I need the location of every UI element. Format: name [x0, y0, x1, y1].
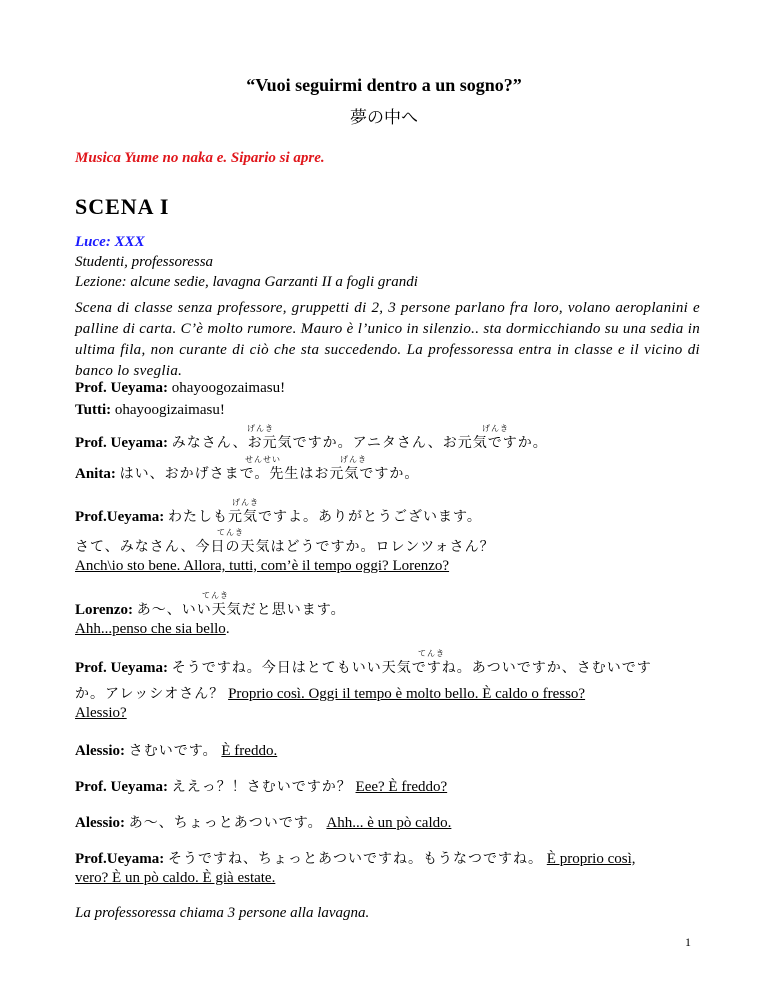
- translation-text: È proprio così,: [546, 851, 636, 867]
- dialogue-line: [75, 432, 700, 452]
- furigana: てんき: [217, 528, 244, 537]
- speaker: Prof. Ueyama:: [75, 660, 169, 676]
- dialogue-line: [75, 776, 700, 796]
- dialogue-text-japanese: さむいです。: [128, 743, 218, 759]
- dialogue-line: [75, 380, 700, 397]
- scene-heading: SCENA I: [75, 194, 170, 219]
- speaker: Prof.Ueyama:: [75, 509, 165, 525]
- furigana: げんき: [247, 424, 274, 433]
- furigana: てんき: [418, 649, 445, 658]
- speaker: Alessio:: [75, 743, 125, 759]
- dialogue-text-japanese: あ～、いい天気だと思います。: [136, 602, 346, 618]
- translation-line: Alessio?: [75, 705, 127, 721]
- furigana: げんき: [340, 455, 367, 464]
- furigana: げんき: [482, 424, 509, 433]
- dialogue-line: [75, 657, 700, 677]
- speaker: Prof.Ueyama:: [75, 851, 165, 867]
- dialogue-text: ohayoogizaimasu!: [114, 402, 225, 418]
- stage-direction-opening: Scena di classe senza professore, gruppetti di 2, 3 persone parlano fra loro, volano aeroplanini e palline di carta. C’è molto rumore. Mauro è l’unico in silenzio.. sta dormicchiando su una sedia in ultima fila, non curante di ciò che sta succedendo. La professoressa entra in classe e il vicino di banco lo sveglia.: [75, 300, 700, 379]
- dialogue-line: [75, 463, 700, 483]
- translation-text: Ahh...penso che sia bello: [75, 621, 226, 637]
- lesson-props: Lezione: alcune sedie, lavagna Garzanti II a fogli grandi: [75, 274, 418, 290]
- lighting-cue: Luce: XXX: [75, 234, 145, 250]
- page-number: 1: [685, 935, 691, 949]
- scene-info: [75, 232, 700, 292]
- speaker: Anita:: [75, 466, 116, 482]
- dialogue-text-japanese: さて、みなさん、今日の天気はどうですか。ロレンツォさん？: [75, 539, 495, 555]
- speaker: Tutti:: [75, 402, 112, 418]
- furigana: せんせい: [245, 455, 281, 464]
- dialogue-line-continued: [75, 683, 700, 703]
- cast-list: Studenti, professoressa: [75, 254, 214, 270]
- stage-direction: La professoressa chiama 3 persone alla lavagna.: [75, 905, 370, 921]
- dialogue-text-japanese: ええっ？！さむいですか？: [171, 779, 352, 795]
- translation-line: vero? È un pò caldo. È già estate.: [75, 870, 276, 886]
- dialogue-line: [75, 599, 700, 619]
- speaker: Prof. Ueyama:: [75, 779, 169, 795]
- dialogue-line: [75, 812, 700, 832]
- dialogue-text-japanese: そうですね。今日はとてもいい天気ですね。あついですか、さむいです: [171, 660, 652, 676]
- music-cue: Musica Yume no naka e. Sipario si apre.: [75, 150, 325, 166]
- dialogue-text-japanese: あ～、ちょっとあついです。: [128, 815, 323, 831]
- furigana: てんき: [202, 591, 229, 600]
- translation-line: Anch\io sto bene. Allora, tutti, com’è il tempo oggi? Lorenzo?: [75, 558, 450, 574]
- translation-text: Eee? È freddo?: [355, 779, 448, 795]
- play-subtitle-japanese: 夢の中へ: [350, 108, 418, 128]
- dialogue-text-japanese: そうですね、ちょっとあついですね。もうなつですね。: [168, 851, 544, 867]
- translation-text: È freddo.: [221, 743, 278, 759]
- dialogue-line: [75, 848, 700, 868]
- dialogue-text-japanese: みなさん、お元気ですか。アニタさん、お元気ですか。: [171, 435, 548, 451]
- dialogue-text-japanese: か。アレッシオさん？: [75, 686, 225, 702]
- speaker: Prof. Ueyama:: [75, 380, 169, 396]
- translation-line: Ahh...penso che sia bello.: [75, 621, 230, 637]
- dialogue-text-japanese: わたしも元気ですよ。ありがとうございます。: [168, 509, 482, 525]
- furigana: げんき: [232, 498, 259, 507]
- dialogue-text-japanese: はい、おかげさまで。先生はお元気ですか。: [119, 466, 420, 482]
- play-title: “Vuoi seguirmi dentro a un sogno?”: [246, 75, 522, 95]
- translation-text: Proprio così. Oggi il tempo è molto bello. È caldo o fresso?: [228, 686, 586, 702]
- dialogue-line: [75, 740, 700, 760]
- speaker: Prof. Ueyama:: [75, 435, 169, 451]
- dialogue-line: [75, 536, 700, 556]
- dialogue-line: [75, 506, 700, 526]
- speaker: Alessio:: [75, 815, 125, 831]
- translation-text: Ahh... è un pò caldo.: [326, 815, 452, 831]
- dialogue-line: [75, 402, 700, 419]
- speaker: Lorenzo:: [75, 602, 134, 618]
- dialogue-text: ohayoogozaimasu!: [171, 380, 286, 396]
